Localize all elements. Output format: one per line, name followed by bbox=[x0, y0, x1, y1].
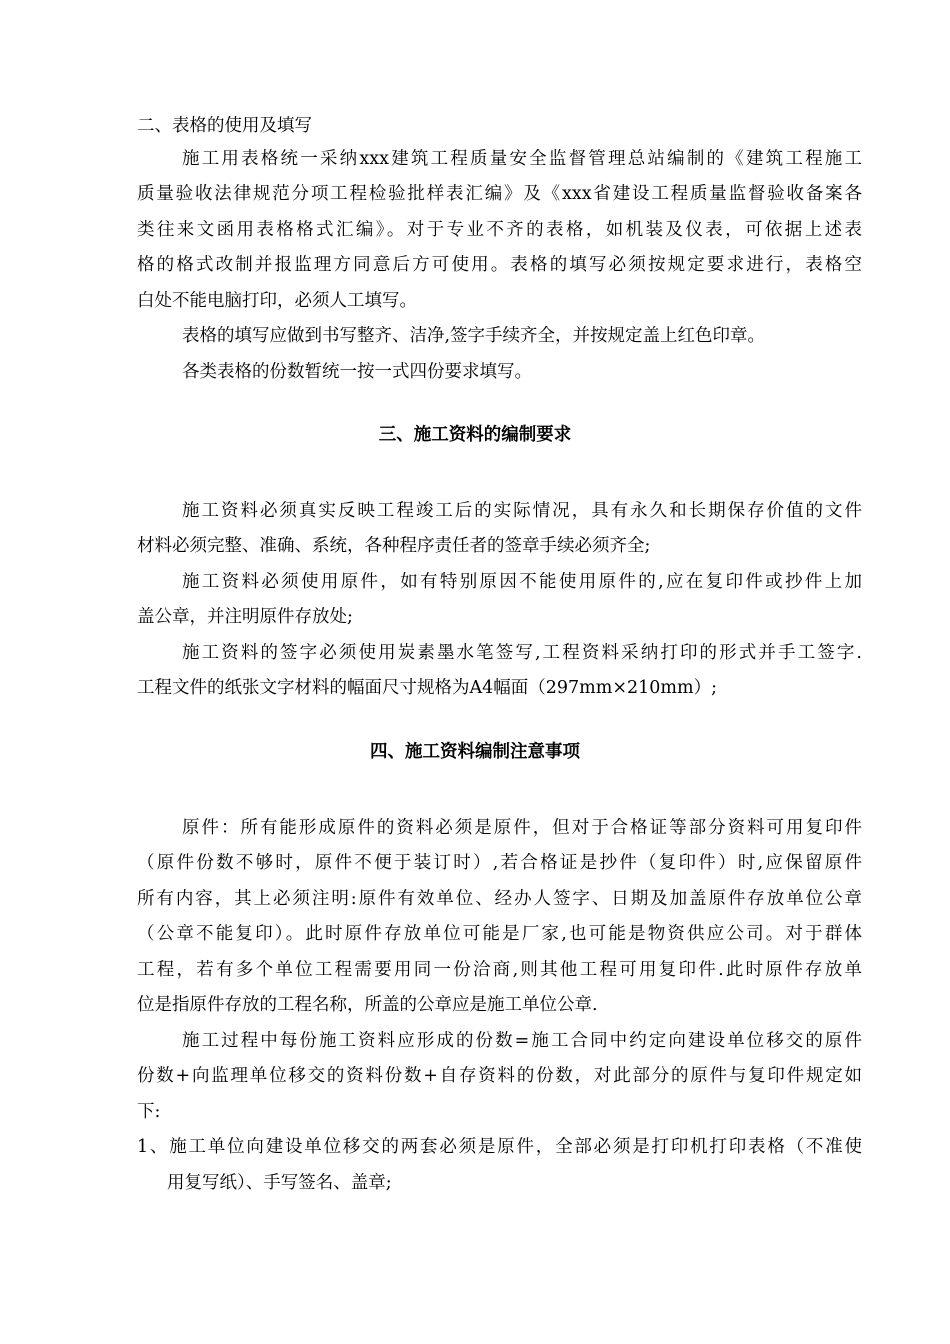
list-item-line: 1、施工单位向建设单位移交的两套必须是原件，全部必须是打印机打印表格（不准使 bbox=[137, 1137, 862, 1157]
paragraph-line: 所有内容，其上必须注明:原件有效单位、经办人签字、日期及加盖原件存放单位公章 bbox=[137, 889, 862, 909]
paragraph-line: 原件：所有能形成原件的资料必须是原件，但对于合格证等部分资料可用复印件 bbox=[182, 818, 862, 838]
paragraph-line: 下: bbox=[137, 1102, 161, 1122]
section-4-heading: 四、施工资料编制注意事项 bbox=[370, 742, 580, 762]
paragraph-line: 质量验收法律规范分项工程检验批样表汇编》及《xxx省建设工程质量监督验收备案各 bbox=[137, 184, 862, 204]
section-2-heading: 二、表格的使用及填写 bbox=[137, 116, 312, 136]
paragraph-line: 工程，若有多个单位工程需要用同一份洽商,则其他工程可用复印件.此时原件存放单 bbox=[137, 960, 862, 980]
paragraph-line: 位是指原件存放的工程名称，所盖的公章应是施工单位公章. bbox=[137, 995, 598, 1015]
paragraph-line: 工程文件的纸张文字材料的幅面尺寸规格为A4幅面（297mm×210mm）; bbox=[137, 678, 718, 698]
paragraph-line: 各类表格的份数暂统一按一式四份要求填写。 bbox=[182, 362, 532, 382]
list-item-line: 用复写纸）、手写签名、盖章; bbox=[167, 1173, 392, 1193]
paragraph-line: 施工资料必须使用原件，如有特别原因不能使用原件的,应在复印件或抄件上加 bbox=[182, 572, 862, 592]
paragraph-line: 施工过程中每份施工资料应形成的份数=施工合同中约定向建设单位移交的原件 bbox=[182, 1031, 862, 1051]
paragraph-line: 施工用表格统一采纳xxx建筑工程质量安全监督管理总站编制的《建筑工程施工 bbox=[182, 149, 862, 169]
paragraph-line: 表格的填写应做到书写整齐、洁净,签字手续齐全，并按规定盖上红色印章。 bbox=[182, 326, 766, 346]
paragraph-line: （公章不能复印）。此时原件存放单位可能是厂家,也可能是物资供应公司。对于群体 bbox=[137, 924, 862, 944]
paragraph-line: 格的格式改制并报监理方同意后方可使用。表格的填写必须按规定要求进行，表格空 bbox=[137, 255, 862, 275]
paragraph-line: 份数+向监理单位移交的资料份数+自存资料的份数，对此部分的原件与复印件规定如 bbox=[137, 1066, 862, 1086]
paragraph-line: 白处不能电脑打印，必须人工填写。 bbox=[137, 291, 417, 311]
paragraph-line: 材料必须完整、准确、系统，各种程序责任者的签章手续必须齐全; bbox=[137, 536, 651, 556]
paragraph-line: 盖公章，并注明原件存放处; bbox=[137, 607, 353, 627]
section-3-heading: 三、施工资料的编制要求 bbox=[378, 425, 572, 445]
paragraph-line: 施工资料的签字必须使用炭素墨水笔签写,工程资料采纳打印的形式并手工签字. bbox=[182, 643, 862, 663]
paragraph-line: 施工资料必须真实反映工程竣工后的实际情况，具有永久和长期保存价值的文件 bbox=[182, 501, 862, 521]
paragraph-line: 类往来文函用表格格式汇编》。对于专业不齐的表格，如机装及仪表，可依据上述表 bbox=[137, 220, 862, 240]
paragraph-line: （原件份数不够时，原件不便于装订时）,若合格证是抄件（复印件）时,应保留原件 bbox=[137, 853, 862, 873]
